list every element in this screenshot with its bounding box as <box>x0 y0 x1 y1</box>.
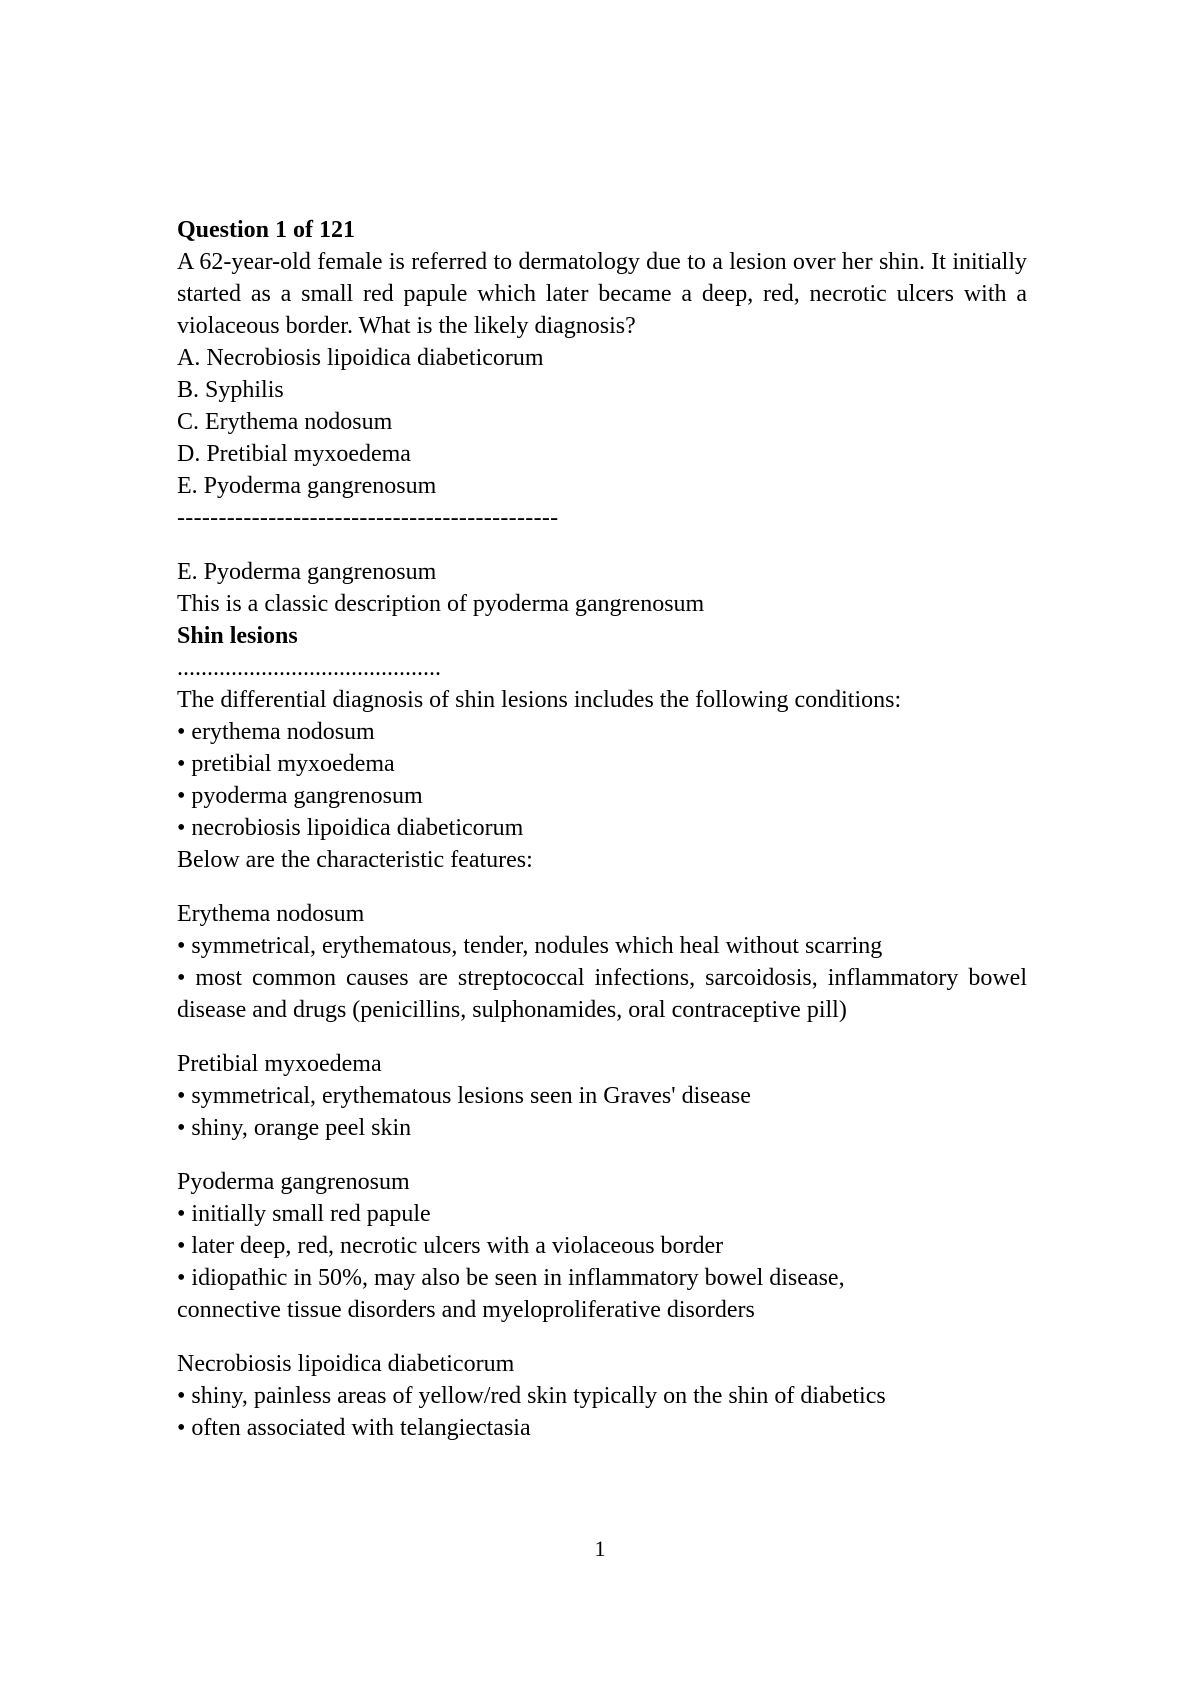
section-point: • most common causes are streptococcal infections, sarcoidosis, inflammatory bowel disease and drugs (penicillins, sulphonamides, oral contraceptive pill) <box>177 965 1027 1023</box>
spacer <box>177 1026 1027 1048</box>
dotted-rule: ............................................ <box>177 655 441 681</box>
section-point: • symmetrical, erythematous, tender, nodules which heal without scarring <box>177 933 883 959</box>
condition-item: • erythema nodosum <box>177 719 375 745</box>
section-point: • initially small red papule <box>177 1201 431 1227</box>
condition-item: • pyoderma gangrenosum <box>177 783 423 809</box>
option-b: B. Syphilis <box>177 377 284 403</box>
section-point: • shiny, painless areas of yellow/red skin typically on the shin of diabetics <box>177 1383 886 1409</box>
topic-title: Shin lesions <box>177 623 298 649</box>
section-point: • often associated with telangiectasia <box>177 1415 531 1441</box>
option-a: A. Necrobiosis lipoidica diabeticorum <box>177 345 544 371</box>
section-point: • symmetrical, erythematous lesions seen in Graves' disease <box>177 1083 751 1109</box>
section-point-continuation: connective tissue disorders and myeloproliferative disorders <box>177 1297 755 1323</box>
spacer <box>177 1326 1027 1348</box>
correct-answer: E. Pyoderma gangrenosum <box>177 559 437 585</box>
spacer <box>177 876 1027 898</box>
section-point: • idiopathic in 50%, may also be seen in inflammatory bowel disease, <box>177 1265 845 1291</box>
differential-intro: The differential diagnosis of shin lesions includes the following conditions: <box>177 687 902 713</box>
spacer <box>177 1144 1027 1166</box>
condition-item: • pretibial myxoedema <box>177 751 395 777</box>
separator-line: ---------------------------------------------- <box>177 505 559 531</box>
section-point: • shiny, orange peel skin <box>177 1115 412 1141</box>
option-c: C. Erythema nodosum <box>177 409 393 435</box>
section-title-pyoderma-gangrenosum: Pyoderma gangrenosum <box>177 1169 410 1195</box>
page-number: 1 <box>594 1536 606 1561</box>
option-d: D. Pretibial myxoedema <box>177 441 411 467</box>
question-stem: A 62-year-old female is referred to dermatology due to a lesion over her shin. It initially started as a small red papule which later became a deep, red, necrotic ulcers with a violaceous border. What is the likely diagnosis? <box>177 249 1027 339</box>
document-body <box>177 214 1027 1444</box>
features-intro: Below are the characteristic features: <box>177 847 533 873</box>
condition-item: • necrobiosis lipoidica diabeticorum <box>177 815 524 841</box>
section-title-erythema-nodosum: Erythema nodosum <box>177 901 365 927</box>
option-e: E. Pyoderma gangrenosum <box>177 473 437 499</box>
spacer <box>177 534 1027 556</box>
section-title-pretibial-myxoedema: Pretibial myxoedema <box>177 1051 382 1077</box>
section-title-necrobiosis: Necrobiosis lipoidica diabeticorum <box>177 1351 515 1377</box>
question-header: Question 1 of 121 <box>177 217 356 243</box>
section-point: • later deep, red, necrotic ulcers with a violaceous border <box>177 1233 724 1259</box>
answer-explanation: This is a classic description of pyoderma gangrenosum <box>177 591 705 617</box>
